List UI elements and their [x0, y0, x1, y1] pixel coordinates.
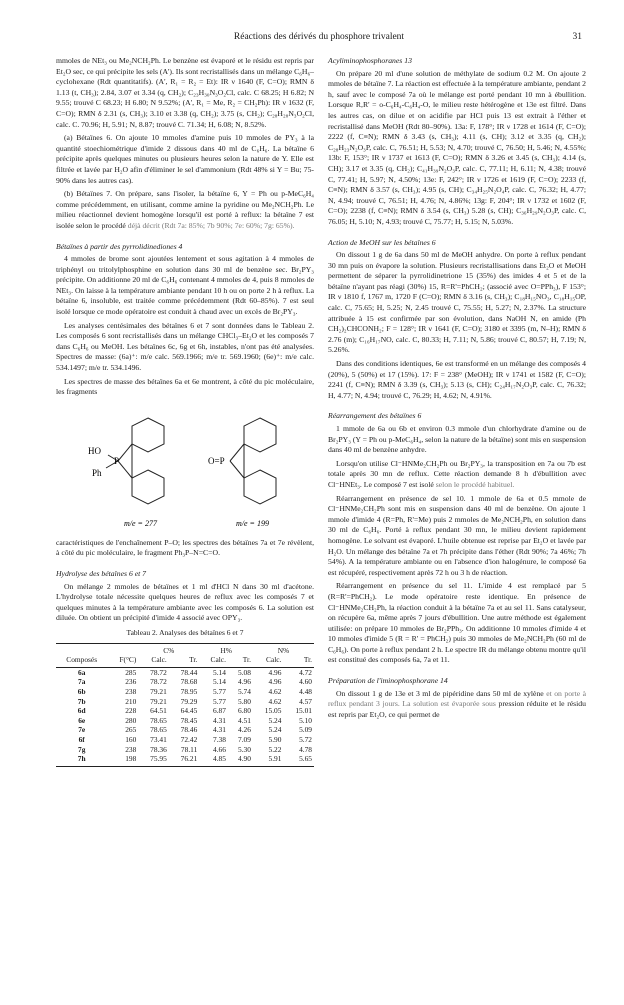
- column-header: Tr.: [283, 655, 314, 667]
- paragraph: [328, 689, 586, 721]
- table-row: [56, 735, 314, 745]
- atom-label: O=P: [208, 455, 225, 466]
- table-cell: 79.21: [150, 686, 167, 696]
- paragraph: 4 mmoles de brome sont ajoutées lentement et sous agitation à 4 mmoles de triphényl ou tritolylphosphine en solution dans 30 ml de benzène sec. Br₂PY₃ précipite. On additionne 20 ml de C₆H₆ contenant 4 mmoles de 4, puis 8 mmoles de NEt₃. On laisse à la température ambiante pendant 10 h ou on porte 2 h à reflux. La bétaïne 6, insoluble, est traitée comme précédemment (Rdt 60–85%). 7 est seul isolé lorsque ce mode opératoire est conduit à chaud avec un excès de Br₂PY₃.: [56, 254, 314, 317]
- column-header: Tr.: [228, 655, 253, 667]
- table-row: [56, 725, 314, 735]
- faded-text-run: et on porte à reflux pendant 3 jours. La solution est évaporée sous: [328, 688, 587, 709]
- table-cell: 6b: [77, 686, 86, 696]
- text-run: (b) Bétaïnes 7. On prépare, sans l'isoler, la bétaïne 6, Y = Ph ou p-MeC₆H₄ comme précédemment, en utilisant, comme amine la pyridine ou Me₂NCH₂Ph. Le milieu réactionnel devient homogène lorsqu'il est porté à reflux: la bétaïne 7 est isolée selon le procédé: [56, 189, 314, 230]
- table-cell: 5.72: [299, 734, 312, 744]
- table-cell: 78.46: [180, 725, 198, 735]
- table-cell: 5.22: [268, 744, 282, 754]
- table-cell: 5.24: [268, 725, 282, 735]
- table-cell: 15.01: [295, 706, 312, 716]
- table-cell: 198: [107, 754, 138, 766]
- table-cell: 79.29: [180, 696, 198, 706]
- structure-figure: [56, 404, 314, 534]
- table-cell: 64.51: [150, 706, 167, 716]
- section-heading: Bétaïnes à partir des pyrrolidinediones 4: [56, 241, 183, 251]
- table-cell: 78.45: [180, 715, 198, 725]
- faded-text-run: selon le procédé habituel.: [435, 479, 515, 489]
- table-cell: 5.24: [268, 715, 282, 725]
- table-cell: 5.90: [268, 734, 282, 744]
- column-header: Calc.: [138, 655, 168, 667]
- table-cell: 7.09: [238, 734, 251, 744]
- table-cell: 4.48: [299, 686, 312, 696]
- table-cell: 4.57: [299, 696, 312, 706]
- table-cell: 78.68: [180, 677, 198, 687]
- benzene-ring-b-top: [244, 418, 276, 452]
- table-cell: 7b: [77, 696, 86, 706]
- table-cell: 236: [125, 677, 137, 687]
- paragraph: caractéristiques de l'enchaînement P–O; les spectres des bétaïnes 7a et 7e révèlent, à côté du pic moléculaire, le fragment Ph₃P–N=C=O.: [56, 537, 314, 558]
- table-cell: 7e: [78, 725, 86, 735]
- table-row: [56, 677, 314, 687]
- section-heading: Réarrangement des bétaïnes 6: [328, 411, 422, 421]
- table-cell: 4.78: [299, 744, 312, 754]
- table-row: [56, 754, 314, 766]
- table-cell: 4.62: [268, 686, 282, 696]
- table-cell: 285: [125, 667, 137, 677]
- table-cell: 78.65: [150, 715, 167, 725]
- table-cell: 78.72: [150, 667, 167, 677]
- table-cell: 6.80: [238, 706, 251, 716]
- section-heading: Action de MeOH sur les bétaïnes 6: [328, 237, 436, 247]
- benzene-ring-a-bottom: [132, 470, 164, 504]
- table-cell: 4.96: [238, 677, 251, 687]
- mass-label-b: m/e = 199: [236, 518, 269, 528]
- mass-label-a: m/e = 277: [124, 518, 157, 528]
- table-cell: 4.96: [268, 677, 282, 687]
- table-cell: 7h: [56, 754, 107, 766]
- paragraph: mmoles de NEt₃ ou Me₂NCH₂Ph. Le benzène est évaporé et le résidu est repris par Et₂O sec, ce qui précipite les sels (A'). Ils sont recristallisés dans un mélange C₆H₆–cyclohexane (Rdt quantitatifs). (A', R₁ = R₂ = Et): IR ν 1640 (F, C=O); RMN δ 1.13 (t, CH₃); 2.84, 3.07 et 3.34 (q, CH₂); C₂₃H₃₀N₃O₂Cl, calc. C 68.25; H 6.82; N 9.55; trouvé C 68.23; H 6.80; N 9.52%; (A', R₁ = Me, R₂ = CH₂Ph): IR ν 1632 (F, C=O); RMN δ 2.31 (s, CH₃); 3.10 et 3.38 (q, CH₂); 3.75 (s, CH₂); C₂₈H₂₈N₃O₂Cl, calc. C. 70.96; H, 5.91; N, 8.87; trouvé C. 71.34; H, 6.08; N, 8.52%.: [56, 56, 314, 129]
- paragraph: On mélange 2 mmoles de bétaïnes et 1 ml d'HCl N dans 30 ml d'acétone. L'hydrolyse totale nécessite quelques heures de reflux avec les composés 7 et quelques minutes à la température ambiante avec les composés 6. La solution est diluée. On obtient un précipité d'imide 4 associé avec OPY₃.: [56, 581, 314, 623]
- column-group-header: C%: [138, 643, 199, 655]
- table-cell: 78.36: [150, 744, 167, 754]
- benzene-ring-a-top: [132, 418, 164, 452]
- paragraph: Les spectres de masse des bétaïnes 6a et 6e montrent, à côté du pic moléculaire, les fragments: [56, 376, 314, 397]
- table-cell: 78.72: [150, 677, 167, 687]
- table-cell: 73.41: [150, 734, 167, 744]
- table-cell: 5.77: [213, 696, 226, 706]
- paragraph: Réarrangement en présence de sel 10. 1 mmole de 6a et 0.5 mmole de Cl⁻HNMe₂CH₂Ph sont mis en suspension dans 40 ml de benzène. On ajoute 1 mmole d'imide 4 (R=Ph, R'=Me) puis 2 mmoles de Me₂NCH₂Ph, en solution dans 30 ml de C₆H₆. Porté à reflux pendant 30 mn, le milieu devient rapidement homogène. Le solvant est évaporé. L'huile obtenue est reprise par Et₂O et lavée par H₂O. Un mélange des bétaïne 7a et 7h précipite dans l'éther (Rdt 90%; 7a 46%; 7h 54%). A la température ambiante ou en l'absence d'ion halogénure, le composé 6a est récupéré, respectivement après 72 h ou 3 h de réaction.: [328, 493, 586, 577]
- table-cell: 5.14: [213, 667, 226, 677]
- table-cell: 15.05: [264, 706, 282, 716]
- text-run: On dissout 1 g de 13e et 3 ml de pipéridine dans 50 ml de xylène: [336, 688, 544, 698]
- table-cell: 4.90: [228, 754, 253, 766]
- running-title: Réactions des dérivés du phosphore trivalent: [233, 32, 405, 42]
- running-header: [56, 32, 582, 46]
- table-cell: 210: [125, 696, 137, 706]
- section-heading: Préparation de l'iminophosphorane 14: [328, 676, 448, 686]
- table-cell: 78.44: [180, 667, 198, 677]
- table-cell: 6f: [78, 734, 85, 744]
- table-cell: 7a: [78, 677, 86, 687]
- table-cell: 280: [125, 715, 137, 725]
- table-row: [56, 706, 314, 716]
- column-header: Calc.: [253, 655, 283, 667]
- table-cell: 228: [125, 706, 137, 716]
- benzene-ring-b-bottom: [244, 470, 276, 504]
- table-row: [56, 667, 314, 677]
- table-cell: 4.60: [299, 677, 312, 687]
- atom-label: P: [114, 455, 120, 466]
- right-column: [328, 56, 586, 723]
- paragraph: Réarrangement en présence du sel 11. L'imide 4 est remplacé par 5 (R=R'=PhCH₂). Le mode opératoire reste identique. En présence de Cl⁻HNMe₂CH₂Ph, la réaction conduit à la bétaïne 7a et au sel 11. Sans catalyseur, on récupère 6a, même après 7 jours d'ébullition. Une autre méthode est également utilisée: on prépare 10 mmoles de Br₂PPh₃. On additionne 10 mmoles d'imide 4 et 10 mmoles d'imide 5 (R = R' = PhCH₂) puis 30 mmoles de Me₂NCH₂Ph (60 ml de C₆H₆). On porte à reflux pendant 2 h. Le spectre IR du mélange obtenu montre qu'il est constitué des composés 6a, 7a et 11.: [328, 581, 586, 665]
- table-row: [56, 697, 314, 707]
- table-caption: Tableau 2. Analyses des bétaïnes 6 et 7: [126, 627, 244, 637]
- table-cell: 75.95: [138, 754, 168, 766]
- table-cell: 238: [125, 744, 137, 754]
- atom-label: Ph: [92, 467, 102, 478]
- table-cell: 7g: [78, 744, 86, 754]
- paragraph: Dans des conditions identiques, 6e est transformé en un mélange des composés 4 (20%), 5 (50%) et 17 (15%). 17: F = 238° (MeOH); IR ν 1741 et 1582 (F, C=O); 2241 (f, C≡N); RMN δ 3.39 (s, CH₃); 5.13 (s, CH); C₂₄H₁₇N₂O₃P, calc. C, 76.32; H, 4.77; N, 4.94; trouvé C, 76.29; H, 4.62; N, 4.91%.: [328, 359, 586, 400]
- table-cell: 5.91: [253, 754, 283, 766]
- table-row: [56, 716, 314, 726]
- table-cell: 5.08: [238, 667, 251, 677]
- analysis-table: [56, 643, 314, 767]
- table-cell: 5.80: [238, 696, 251, 706]
- table-cell: 5.30: [238, 744, 251, 754]
- column-header: Calc.: [199, 655, 228, 667]
- table-cell: 4.85: [199, 754, 228, 766]
- table-cell: 4.66: [213, 744, 226, 754]
- table-cell: 6.87: [213, 706, 226, 716]
- table-cell: 5.74: [238, 686, 251, 696]
- column-header: F(°C): [107, 655, 138, 667]
- table-cell: 160: [125, 734, 137, 744]
- table-cell: 5.65: [283, 754, 314, 766]
- section-heading: Acyliminophosphoranes 13: [328, 56, 412, 65]
- table-cell: 79.21: [150, 696, 167, 706]
- paragraph: [328, 459, 586, 491]
- table-cell: 5.14: [213, 677, 226, 687]
- table-cell: 4.31: [213, 715, 226, 725]
- table-cell: 64.45: [180, 706, 198, 716]
- table-cell: 7.38: [213, 734, 226, 744]
- table-cell: 5.10: [299, 715, 312, 725]
- column-group-header: H%: [199, 643, 253, 655]
- table-cell: 72.42: [180, 734, 198, 744]
- table-cell: 4.26: [238, 725, 251, 735]
- paragraph: Les analyses centésimales des bétaïnes 6 et 7 sont données dans le Tableau 2. Les composés 6 sont recristallisés dans un mélange CHCl₃–Et₂O et les composés 7 dans C₆H₆ ou MeOH. Les bétaïnes 6c, 6g et 6h, instables, n'ont pas été analysées. Spectres de masse: (6a)⁺: m/e calc. 569.1966; m/e tr. 569.1960; (6e)⁺: m/e calc. 534.1497; m/e tr. 534.1496.: [56, 320, 314, 373]
- column-group-header: N%: [253, 643, 314, 655]
- table-cell: 6a: [78, 667, 86, 677]
- table-cell: 5.09: [299, 725, 312, 735]
- column-header: Composés: [56, 655, 107, 667]
- table-cell: 4.31: [213, 725, 226, 735]
- atom-label: HO: [88, 445, 101, 456]
- paragraph: [56, 189, 314, 231]
- table-cell: 78.65: [150, 725, 167, 735]
- table-cell: 6e: [78, 715, 86, 725]
- paragraph: On prépare 20 ml d'une solution de méthylate de sodium 0.2 M. On ajoute 2 mmoles de bétaïne 7. La réaction est effectuée à la température ambiante, pendant 2 h, sauf avec le composé 7a où le mélange est porté pendant 10 mn à ébullition. Lorsque R,R' = o-C₆H₄-C₆H₄-O, le milieu reste hétérogène et 13e est filtré. Dans les autres cas, on dilue et on acidifie par HCl puis 13 est extrait à l'éther et recristallisé dans MeOH (Rdt 80–90%). 13a: F, 178°; IR ν 1728 et 1614 (F, C=O); 2222 (f, C≡N); RMN δ 3.43 (s, CH₃); 4.11 (s, CH); 3.12 et 3.35 (q, CH₂); C₂₈H₂₃N₂O₃P, calc. C, 76.51; H, 5.53; N, 4.70; trouvé C, 76.50; H, 5.46; N, 4.55%; 13b: F, 153°; IR ν 1737 et 1613 (F, C=O); RMN δ 3.26 et 3.45 (s, CH₃); 4.14 (s, CH); 3.17 et 3.35 (q, CH₂); C₄₁H₃₉N₂O₃P, calc. C, 77.11; H, 6.11; N, 4.38; trouvé C, 77.41; H, 5.97; N, 4.50%; 13e: F, 242°; IR ν 1726 et 1619 (F, C=O); 2233 (f, C≡N); RMN δ 3.57 (s, CH₃); 4.95 (s, CH); C₃₄H₂₅N₂O₄P, calc. C, 76.32; H, 4.77; N, 4.94; trouvé C, 76.51; H, 4.76; N, 4.86%; 13g: F, 204°; IR ν 1732 et 1602 (F, C=O); 2238 (f, C≡N); RMN δ 3.54 (s, CH₃) 5.28 (s, CH); C₃₆H₂₉N₂O₃P, calc. C, 76.05; H, 5.10; N, 4.93; trouvé C, 75.77; H, 5.15; N, 5.03%.: [328, 68, 586, 226]
- page-number: 31: [572, 32, 582, 42]
- table-row: [56, 687, 314, 697]
- table-cell: 4.62: [268, 696, 282, 706]
- table-cell: 4.51: [238, 715, 251, 725]
- paragraph: On dissout 1 g de 6a dans 50 ml de MeOH anhydre. On porte à reflux pendant 30 mn puis on évapore la solution. Plusieurs recristallisations dans Et₂O et MeOH permettent de séparer la pyrrolidinetrione 15 (35%) des imides 4 et 5 et de la bétaïne n'ayant pas réagi (30%) 15, R=R'=PhCH₂; (associé avec O=PPh₃), F 153°; IR ν 1810 f, 1767 m, 1720 F (C=O); RMN δ 3.16 (s, CH₃); C₁₈H₁₅NO₃, C₁₈H₁₅OP, calc. C, 75.65; H, 5.25; N, 2.45 trouvé C, 75.55; H, 5.27; N, 2.37%. La structure attribuée à 15 est confirmée par son évolution, dans NaOH N, en amide (Ph CH₂)₂CHCONH₂; F = 128°; IR ν 1641 (F, C=O); 3180 et 3395 (m, N–H); RMN δ 2.76 (m); C₁₆H₁₇NO, calc. C, 80.33; H, 7.11; N, 5.86; trouvé C, 80.57; H, 7.19; N, 5.26%.: [328, 250, 586, 355]
- table-cell: 78.11: [180, 744, 198, 754]
- chemical-structures-drawing: [56, 404, 314, 534]
- table-row: [56, 745, 314, 755]
- table-cell: 76.21: [169, 754, 199, 766]
- section-heading: Hydrolyse des bétaïnes 6 et 7: [56, 569, 147, 578]
- table-cell: 4.96: [268, 667, 282, 677]
- text-run: Lorsqu'on utilise Cl⁻HNMe₂CH₂Ph ou Br₂PY₃, la transposition en 7a ou 7b est totale après 30 mn de reflux. Cette réaction demande 8 h d'ébullition avec Cl⁻HNEt₃. Le composé 7 est isolé: [328, 458, 586, 489]
- text-run: pression réduite et le résidu est repris par Et₂O, ce qui permet de: [328, 699, 586, 719]
- paragraph: (a) Bétaïnes 6. On ajoute 10 mmoles d'amine puis 10 mmoles de PY₃ à la quantité stoechiométrique d'imide 2 dissous dans 40 ml de C₆H₆. La bétaïne 6 précipite après quelques minutes ou plusieurs heures selon la nature de Y. Elle est filtrée et lavée par H₂O afin d'éliminer le sel d'ammonium (Rdt 48% si Y = Bu; 75-90% dans les autres cas).: [56, 133, 314, 185]
- table-cell: 4.72: [299, 667, 312, 677]
- faded-text-run: déjà décrit (Rdt 7a: 85%; 7b 90%; 7e: 60%; 7g: 65%).: [127, 220, 295, 230]
- table-cell: 265: [125, 725, 137, 735]
- left-column: [56, 56, 314, 767]
- table-cell: 78.95: [180, 686, 198, 696]
- column-header: Tr.: [169, 655, 199, 667]
- table-cell: 5.77: [213, 686, 226, 696]
- table-cell: 6d: [77, 706, 86, 716]
- table-cell: 238: [125, 686, 137, 696]
- paragraph: 1 mmole de 6a ou 6b et environ 0.3 mmole d'un chlorhydrate d'amine ou de Br₂PY₃ (Y = Ph ou p-MeC₆H₄, selon la nature de la bétaïne) sont mis en suspension dans 40 ml de benzène anhydre.: [328, 424, 586, 455]
